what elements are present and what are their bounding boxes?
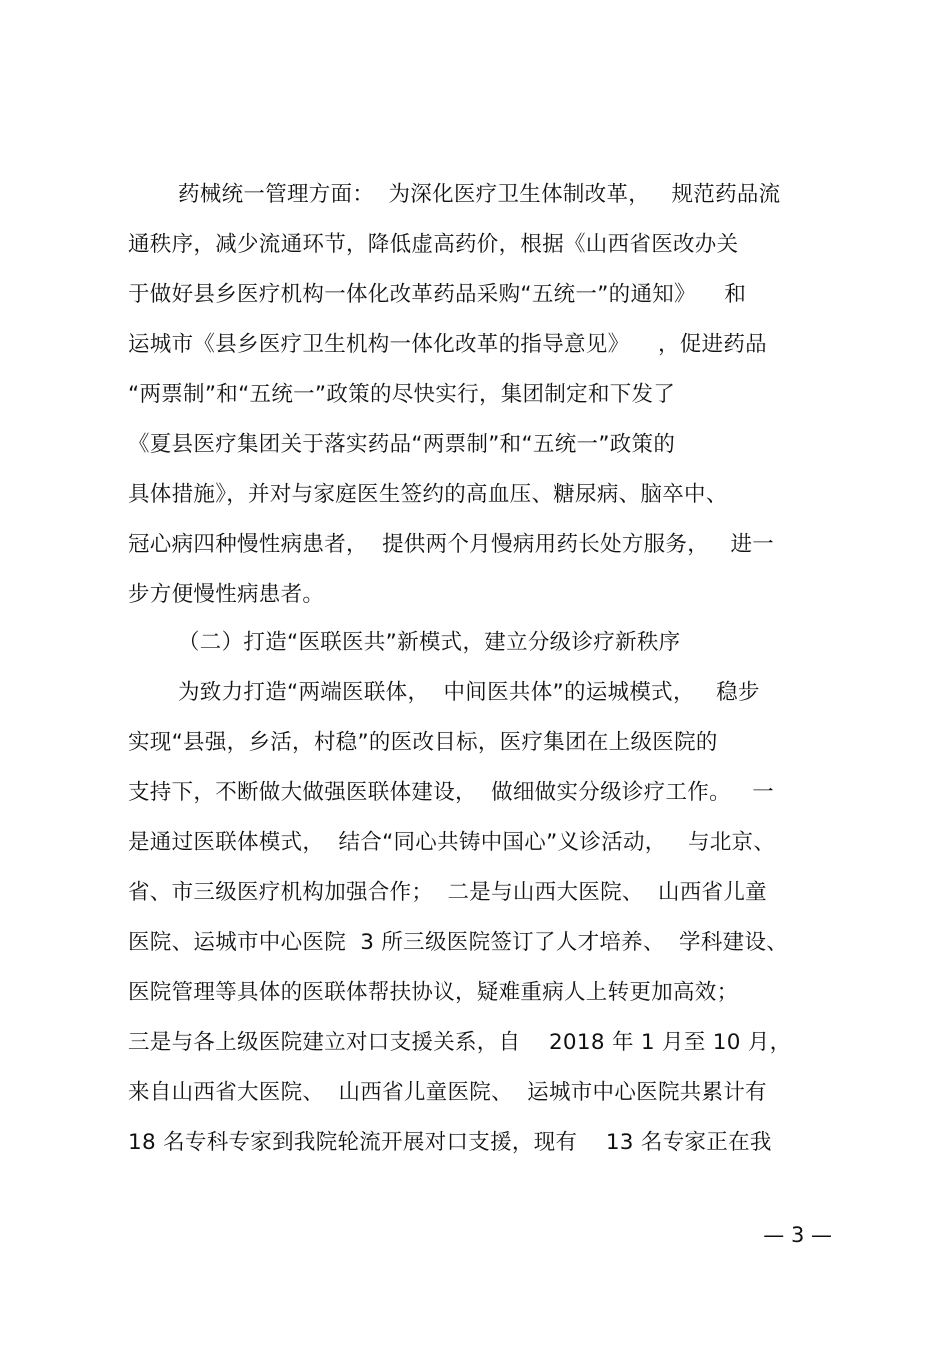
paragraph-line: 运城市《县乡医疗卫生机构一体化改革的指导意见》 ，促进药品 <box>128 332 767 357</box>
paragraph-line: 支持下，不断做大做强医联体建设， 做细做实分级诊疗工作。 一 <box>128 780 775 805</box>
page-number: — 3 — <box>763 1223 832 1247</box>
paragraph-line: 医院、运城市中心医院 3 所三级医院签订了人才培养、 学科建设、 <box>128 930 789 955</box>
paragraph-line: 医院管理等具体的医联体帮扶协议，疑难重病人上转更加高效； <box>128 980 739 1005</box>
paragraph-line: 通秩序，减少流通环节，降低虚高药价，根据《山西省医改办关 <box>128 232 739 257</box>
paragraph-line: 《夏县医疗集团关于落实药品“两票制”和“五统一”政策的 <box>128 432 676 457</box>
paragraph-line: 三是与各上级医院建立对口支援关系，自 2018 年 1 月至 10 月， <box>128 1030 792 1055</box>
section-heading: （二）打造“医联医共”新模式，建立分级诊疗新秩序 <box>178 630 681 655</box>
paragraph-line: 于做好县乡医疗机构一体化改革药品采购“五统一”的通知》 和 <box>128 282 747 307</box>
paragraph-line: “两票制”和“五统一”政策的尽快实行，集团制定和下发了 <box>128 382 676 407</box>
paragraph-line: 步方便慢性病患者。 <box>128 582 325 607</box>
paragraph-line: 是通过医联体模式， 结合“同心共铸中国心”义诊活动， 与北京、 <box>128 830 776 855</box>
paragraph-line: 实现“县强，乡活，村稳”的医改目标，医疗集团在上级医院的 <box>128 730 718 755</box>
paragraph-line: 药械统一管理方面： 为深化医疗卫生体制改革， 规范药品流 <box>178 182 781 207</box>
paragraph-line: 具体措施》，并对与家庭医生签约的高血压、糖尿病、脑卒中、 <box>128 482 728 507</box>
paragraph-line: 冠心病四种慢性病患者， 提供两个月慢病用药长处方服务， 进一 <box>128 532 775 557</box>
paragraph-line: 为致力打造“两端医联体， 中间医共体”的运城模式， 稳步 <box>178 680 760 705</box>
paragraph-line: 18 名专科专家到我院轮流开展对口支援，现有 13 名专家正在我 <box>128 1130 772 1155</box>
paragraph-line: 省、市三级医疗机构加强合作； 二是与山西大医院、 山西省儿童 <box>128 880 767 905</box>
paragraph-line: 来自山西省大医院、 山西省儿童医院、 运城市中心医院共累计有 <box>128 1080 767 1105</box>
